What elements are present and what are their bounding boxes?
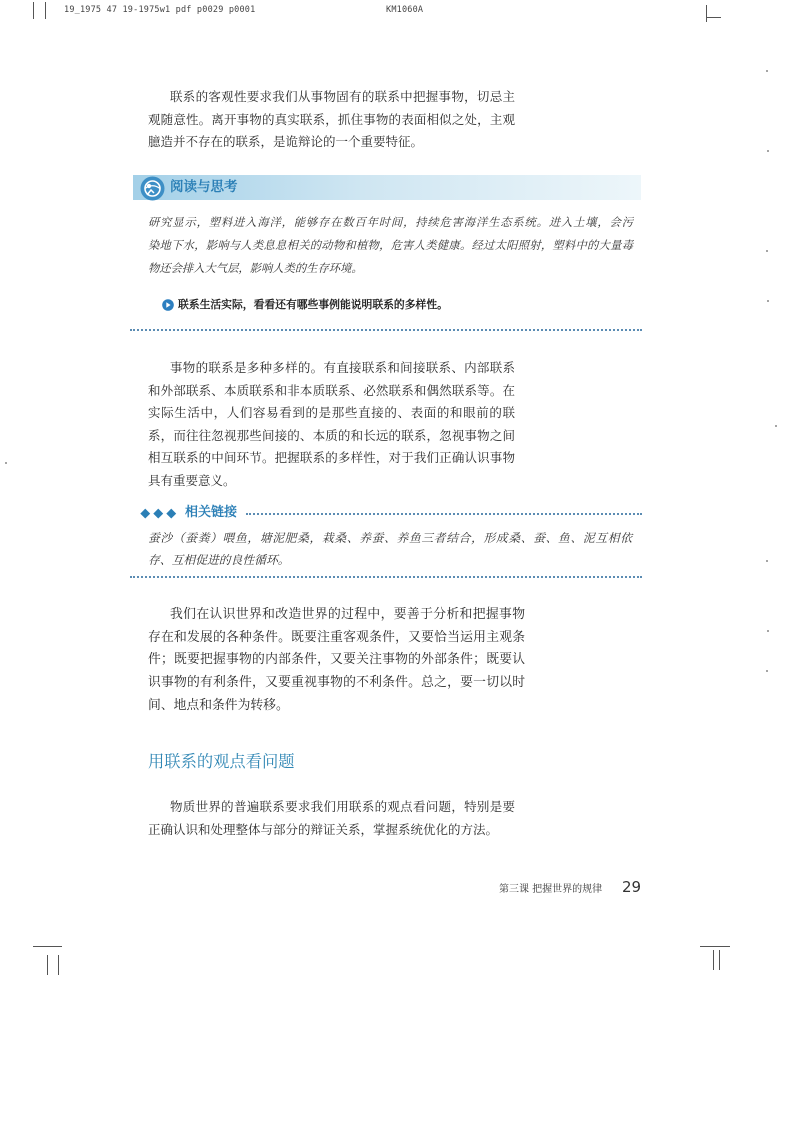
scan-speck (766, 670, 768, 672)
reading-box-question: 联系生活实际，看看还有哪些事例能说明联系的多样性。 (178, 298, 448, 311)
paragraph-line: 正确认识和处理整体与部分的辩证关系，掌握系统优化的方法。 (148, 822, 499, 837)
crop-mark (713, 950, 714, 970)
paragraph-line: 事物的联系是多种多样的。有直接联系和间接联系、内部联系 (170, 360, 515, 375)
diversity-paragraph (148, 357, 515, 493)
diamond-icon (167, 509, 176, 518)
crop-mark (58, 955, 59, 975)
paragraph-line: 观随意性。离开事物的真实联系，抓住事物的表面相似之处，主观 (148, 111, 515, 127)
link-line: 存、互相促进的良性循环。 (148, 553, 290, 567)
related-link-text (148, 527, 632, 571)
paragraph-line: 识事物的有利条件，又要重视事物的不利条件。总之，要一切以时 (148, 675, 525, 691)
dotted-divider (246, 513, 642, 515)
arrow-circle-icon (162, 299, 174, 311)
diamond-icon (154, 509, 163, 518)
scan-code: KM1060A (386, 5, 424, 15)
reading-globe-icon (139, 175, 166, 202)
scan-speck (767, 150, 769, 152)
paragraph-line: 我们在认识世界和改造世界的过程中，要善于分析和把握事物 (170, 607, 525, 622)
diamond-icon (141, 509, 150, 518)
paragraph-line: 联系的客观性要求我们从事物固有的联系中把握事物，切忌主 (170, 89, 515, 104)
crop-mark (33, 946, 62, 947)
scan-speck (766, 250, 768, 252)
scan-speck (766, 560, 768, 562)
section-paragraph (148, 795, 515, 841)
crop-mark (33, 2, 34, 19)
paragraph-line: 臆造并不存在的联系，是诡辩论的一个重要特征。 (148, 134, 424, 150)
scan-speck (5, 462, 7, 464)
paragraph-line: 具有重要意义。 (148, 472, 236, 488)
scan-speck (767, 630, 769, 632)
crop-mark (706, 5, 707, 22)
crop-mark (45, 2, 46, 19)
dotted-divider (130, 576, 642, 578)
box-line: 物还会排入大气层，影响人类的生存环境。 (148, 262, 363, 275)
page-number: 29 (622, 878, 642, 896)
crop-mark (700, 946, 730, 947)
scan-speck (766, 70, 768, 72)
scan-speck (775, 425, 777, 427)
footer-chapter-title: 第三课 把握世界的规律 (499, 884, 603, 895)
paragraph-line: 相互联系的中间环节。把握联系的多样性，对于我们正确认识事物 (148, 450, 515, 466)
scan-speck (767, 300, 769, 302)
conditions-paragraph (148, 604, 525, 717)
paragraph-line: 间、地点和条件为转移。 (148, 697, 289, 713)
paragraph-line: 系，而往往忽视那些间接的、本质的和长远的联系，忽视事物之间 (148, 427, 515, 443)
intro-paragraph (148, 86, 515, 154)
related-link-title: 相关链接 (185, 505, 238, 520)
paragraph-line: 和外部联系、本质联系和非本质联系、必然联系和偶然联系等。在 (148, 382, 515, 398)
reading-box-title: 阅读与思考 (170, 179, 238, 195)
dotted-divider (130, 329, 642, 331)
box-line: 研究显示，塑料进入海洋，能够存在数百年时间，持续危害海洋生态系统。进入土壤，会污 (148, 216, 633, 229)
paragraph-line: 物质世界的普遍联系要求我们用联系的观点看问题，特别是要 (170, 799, 515, 814)
link-line: 蚕沙（蚕粪）喂鱼，塘泥肥桑，栽桑、养蚕、养鱼三者结合，形成桑、蚕、鱼、泥互相依 (148, 531, 632, 545)
crop-mark (719, 950, 720, 970)
paragraph-line: 存在和发展的各种条件。既要注重客观条件，又要恰当运用主观条 (148, 629, 525, 645)
paragraph-line: 件；既要把握事物的内部条件，又要关注事物的外部条件；既要认 (148, 652, 525, 668)
scan-file-label: 19_1975 47 19-1975w1 pdf p0029 p0001 (64, 5, 256, 15)
reading-box-text (148, 211, 633, 280)
paragraph-line: 实际生活中，人们容易看到的是那些直接的、表面的和眼前的联 (148, 405, 515, 421)
section-heading: 用联系的观点看问题 (148, 752, 295, 771)
crop-mark (707, 17, 721, 18)
box-line: 染地下水，影响与人类息息相关的动物和植物，危害人类健康。经过太阳照射，塑料中的大量毒 (148, 239, 633, 252)
crop-mark (47, 955, 48, 975)
